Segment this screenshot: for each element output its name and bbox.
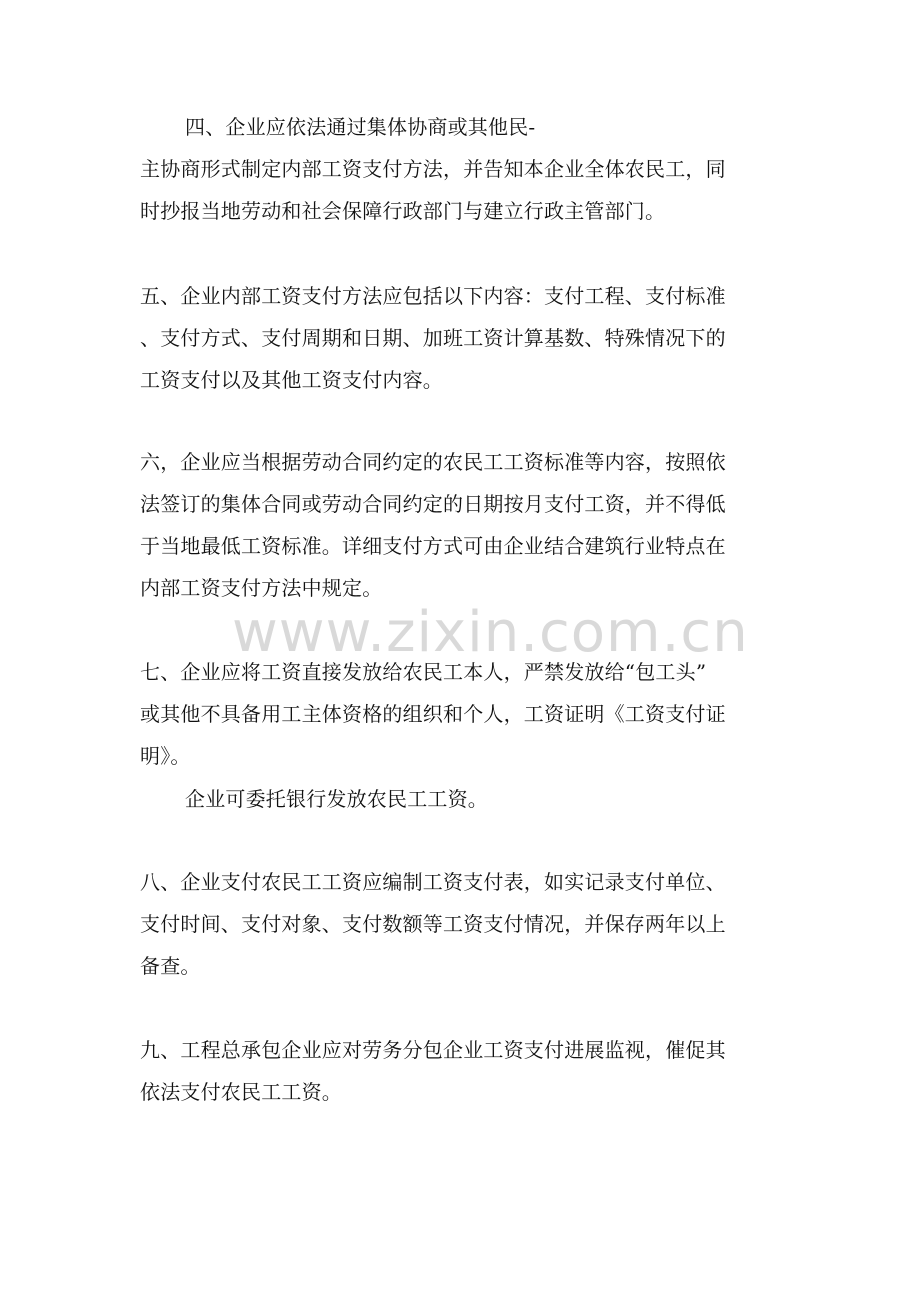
- paragraph-4-cont-line-1: 主协商形式制定内部工资支付方法，并告知本企业全体农民工，同: [140, 157, 726, 181]
- paragraph-4-cont-line-2: 时抄报当地劳动和社会保障行政部门与建立行政主管部门。: [140, 199, 666, 223]
- paragraph-5-line-1: 五、企业内部工资支付方法应包括以下内容：支付工程、支付标准: [140, 284, 726, 308]
- paragraph-4-line-1: 四、企业应依法通过集体协商或其他民-: [185, 115, 536, 139]
- paragraph-6-line-3: 于当地最低工资标准。详细支付方式可由企业结合建筑行业特点在: [140, 534, 726, 558]
- paragraph-9-line-2: 依法支付农民工工资。: [140, 1080, 342, 1104]
- paragraph-6-line-4: 内部工资支付方法中规定。: [140, 576, 383, 600]
- paragraph-7-line-2: 或其他不具备用工主体资格的组织和个人，工资证明《工资支付证: [140, 702, 726, 726]
- paragraph-8-line-2: 支付时间、支付对象、支付数额等工资支付情况，并保存两年以上: [140, 912, 726, 936]
- paragraph-7-note: 企业可委托银行发放农民工工资。: [185, 787, 488, 811]
- paragraph-8-line-1: 八、企业支付农民工工资应编制工资支付表，如实记录支付单位、: [140, 870, 726, 894]
- paragraph-7-line-1: 七、企业应将工资直接发放给农民工本人，严禁发放给“包工头”: [140, 660, 707, 684]
- paragraph-8-line-3: 备查。: [140, 954, 201, 978]
- watermark: www.zixin.com.cn: [232, 600, 749, 665]
- paragraph-6-line-2: 法签订的集体合同或劳动合同约定的日期按月支付工资，并不得低: [140, 492, 726, 516]
- paragraph-5-line-2: 、支付方式、支付周期和日期、加班工资计算基数、特殊情况下的: [140, 326, 726, 350]
- paragraph-5-line-3: 工资支付以及其他工资支付内容。: [140, 368, 443, 392]
- paragraph-7-line-3: 明》。: [140, 744, 191, 768]
- paragraph-6-line-1: 六，企业应当根据劳动合同约定的农民工工资标准等内容，按照依: [140, 450, 726, 474]
- paragraph-9-line-1: 九、工程总承包企业应对劳务分包企业工资支付进展监视，催促其: [140, 1038, 726, 1062]
